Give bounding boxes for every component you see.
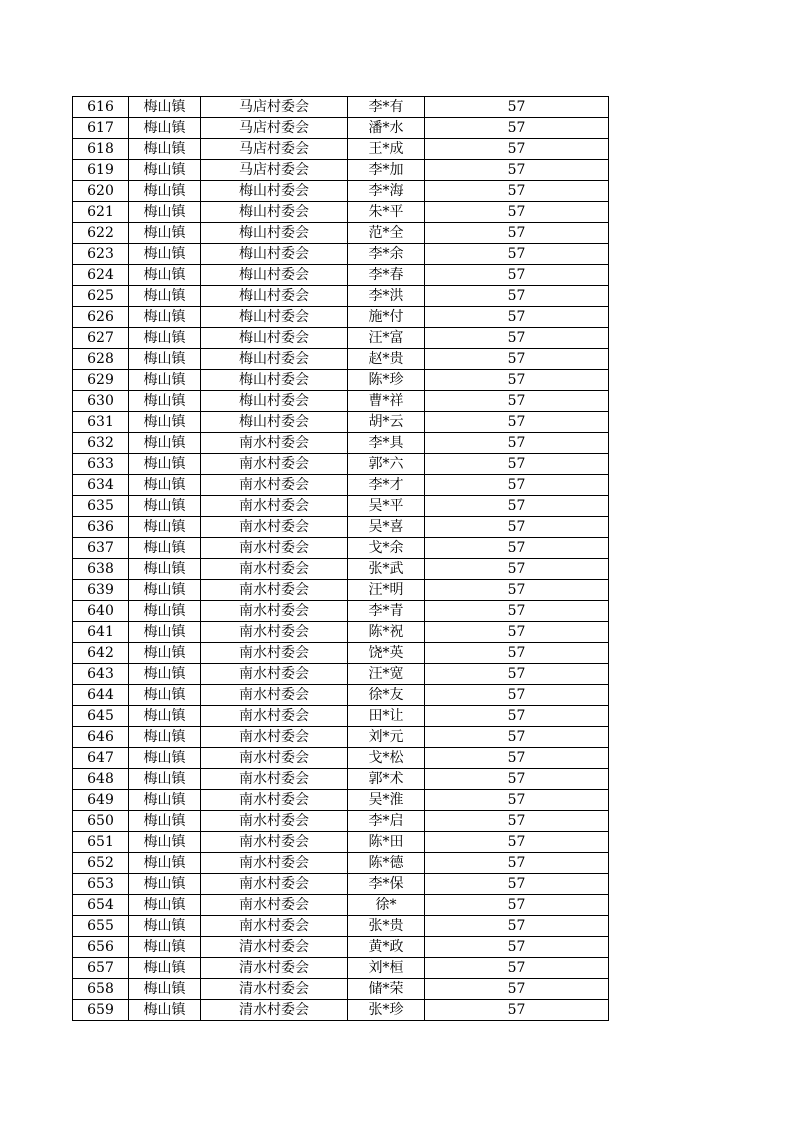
value-cell: 57 [425, 664, 609, 685]
table-row [73, 895, 609, 916]
person-name-cell: 李*有 [348, 97, 425, 118]
village-cell: 南水村委会 [201, 685, 348, 706]
table-body [73, 97, 609, 1021]
person-name-cell: 李*具 [348, 433, 425, 454]
table-row [73, 937, 609, 958]
person-name-cell: 储*荣 [348, 979, 425, 1000]
person-name-cell: 胡*云 [348, 412, 425, 433]
village-cell: 南水村委会 [201, 580, 348, 601]
table-row [73, 685, 609, 706]
person-name-cell: 李*春 [348, 265, 425, 286]
village-cell: 梅山村委会 [201, 223, 348, 244]
town-cell: 梅山镇 [129, 622, 201, 643]
person-name-cell: 李*才 [348, 475, 425, 496]
row-number-cell: 637 [73, 538, 129, 559]
person-name-cell: 吴*平 [348, 496, 425, 517]
value-cell: 57 [425, 538, 609, 559]
village-cell: 马店村委会 [201, 118, 348, 139]
town-cell: 梅山镇 [129, 181, 201, 202]
row-number-cell: 632 [73, 433, 129, 454]
row-number-cell: 624 [73, 265, 129, 286]
table-row [73, 265, 609, 286]
table-row [73, 601, 609, 622]
person-name-cell: 吴*喜 [348, 517, 425, 538]
row-number-cell: 653 [73, 874, 129, 895]
table-row [73, 244, 609, 265]
person-name-cell: 吴*淮 [348, 790, 425, 811]
village-cell: 马店村委会 [201, 139, 348, 160]
table-row [73, 475, 609, 496]
town-cell: 梅山镇 [129, 790, 201, 811]
town-cell: 梅山镇 [129, 685, 201, 706]
person-name-cell: 郭*术 [348, 769, 425, 790]
table-row [73, 1000, 609, 1021]
table-row [73, 160, 609, 181]
town-cell: 梅山镇 [129, 370, 201, 391]
table-row [73, 916, 609, 937]
table-row [73, 874, 609, 895]
person-name-cell: 陈*德 [348, 853, 425, 874]
table-row [73, 853, 609, 874]
village-cell: 梅山村委会 [201, 244, 348, 265]
village-cell: 梅山村委会 [201, 307, 348, 328]
village-cell: 清水村委会 [201, 958, 348, 979]
village-cell: 南水村委会 [201, 559, 348, 580]
value-cell: 57 [425, 118, 609, 139]
town-cell: 梅山镇 [129, 727, 201, 748]
value-cell: 57 [425, 1000, 609, 1021]
village-cell: 马店村委会 [201, 97, 348, 118]
value-cell: 57 [425, 559, 609, 580]
table-row [73, 328, 609, 349]
person-name-cell: 郭*六 [348, 454, 425, 475]
table-row [73, 496, 609, 517]
row-number-cell: 616 [73, 97, 129, 118]
table-row [73, 307, 609, 328]
table-row [73, 559, 609, 580]
town-cell: 梅山镇 [129, 811, 201, 832]
row-number-cell: 659 [73, 1000, 129, 1021]
row-number-cell: 640 [73, 601, 129, 622]
value-cell: 57 [425, 496, 609, 517]
person-name-cell: 李*加 [348, 160, 425, 181]
person-name-cell: 戈*松 [348, 748, 425, 769]
row-number-cell: 645 [73, 706, 129, 727]
value-cell: 57 [425, 349, 609, 370]
row-number-cell: 652 [73, 853, 129, 874]
village-cell: 南水村委会 [201, 832, 348, 853]
town-cell: 梅山镇 [129, 328, 201, 349]
value-cell: 57 [425, 307, 609, 328]
village-cell: 清水村委会 [201, 1000, 348, 1021]
value-cell: 57 [425, 139, 609, 160]
person-name-cell: 戈*余 [348, 538, 425, 559]
person-name-cell: 李*海 [348, 181, 425, 202]
village-cell: 南水村委会 [201, 853, 348, 874]
row-number-cell: 617 [73, 118, 129, 139]
village-cell: 南水村委会 [201, 916, 348, 937]
village-cell: 马店村委会 [201, 160, 348, 181]
value-cell: 57 [425, 181, 609, 202]
village-cell: 南水村委会 [201, 664, 348, 685]
value-cell: 57 [425, 832, 609, 853]
value-cell: 57 [425, 790, 609, 811]
table-row [73, 643, 609, 664]
town-cell: 梅山镇 [129, 958, 201, 979]
row-number-cell: 618 [73, 139, 129, 160]
village-cell: 南水村委会 [201, 727, 348, 748]
table-row [73, 391, 609, 412]
person-name-cell: 王*成 [348, 139, 425, 160]
row-number-cell: 656 [73, 937, 129, 958]
row-number-cell: 625 [73, 286, 129, 307]
town-cell: 梅山镇 [129, 538, 201, 559]
row-number-cell: 658 [73, 979, 129, 1000]
town-cell: 梅山镇 [129, 454, 201, 475]
row-number-cell: 641 [73, 622, 129, 643]
town-cell: 梅山镇 [129, 664, 201, 685]
town-cell: 梅山镇 [129, 769, 201, 790]
person-name-cell: 陈*祝 [348, 622, 425, 643]
person-name-cell: 刘*桓 [348, 958, 425, 979]
table-row [73, 97, 609, 118]
row-number-cell: 642 [73, 643, 129, 664]
town-cell: 梅山镇 [129, 916, 201, 937]
village-cell: 梅山村委会 [201, 412, 348, 433]
value-cell: 57 [425, 874, 609, 895]
person-name-cell: 黄*政 [348, 937, 425, 958]
town-cell: 梅山镇 [129, 118, 201, 139]
village-cell: 南水村委会 [201, 475, 348, 496]
person-name-cell: 汪*富 [348, 328, 425, 349]
table-row [73, 370, 609, 391]
village-cell: 南水村委会 [201, 706, 348, 727]
value-cell: 57 [425, 727, 609, 748]
row-number-cell: 628 [73, 349, 129, 370]
row-number-cell: 626 [73, 307, 129, 328]
value-cell: 57 [425, 412, 609, 433]
village-cell: 南水村委会 [201, 895, 348, 916]
town-cell: 梅山镇 [129, 580, 201, 601]
value-cell: 57 [425, 685, 609, 706]
value-cell: 57 [425, 769, 609, 790]
row-number-cell: 636 [73, 517, 129, 538]
value-cell: 57 [425, 601, 609, 622]
village-cell: 南水村委会 [201, 601, 348, 622]
town-cell: 梅山镇 [129, 874, 201, 895]
row-number-cell: 644 [73, 685, 129, 706]
table-row [73, 790, 609, 811]
table-row [73, 538, 609, 559]
village-cell: 梅山村委会 [201, 286, 348, 307]
value-cell: 57 [425, 370, 609, 391]
table-row [73, 580, 609, 601]
town-cell: 梅山镇 [129, 979, 201, 1000]
row-number-cell: 651 [73, 832, 129, 853]
person-name-cell: 李*青 [348, 601, 425, 622]
person-name-cell: 潘*水 [348, 118, 425, 139]
table-row [73, 433, 609, 454]
row-number-cell: 631 [73, 412, 129, 433]
table-row [73, 748, 609, 769]
town-cell: 梅山镇 [129, 895, 201, 916]
row-number-cell: 621 [73, 202, 129, 223]
value-cell: 57 [425, 475, 609, 496]
value-cell: 57 [425, 580, 609, 601]
town-cell: 梅山镇 [129, 748, 201, 769]
value-cell: 57 [425, 958, 609, 979]
row-number-cell: 647 [73, 748, 129, 769]
value-cell: 57 [425, 160, 609, 181]
person-name-cell: 饶*英 [348, 643, 425, 664]
town-cell: 梅山镇 [129, 601, 201, 622]
value-cell: 57 [425, 286, 609, 307]
person-name-cell: 李*保 [348, 874, 425, 895]
value-cell: 57 [425, 391, 609, 412]
person-name-cell: 汪*宽 [348, 664, 425, 685]
town-cell: 梅山镇 [129, 643, 201, 664]
value-cell: 57 [425, 517, 609, 538]
row-number-cell: 634 [73, 475, 129, 496]
value-cell: 57 [425, 223, 609, 244]
row-number-cell: 635 [73, 496, 129, 517]
value-cell: 57 [425, 328, 609, 349]
value-cell: 57 [425, 244, 609, 265]
row-number-cell: 639 [73, 580, 129, 601]
table-row [73, 181, 609, 202]
person-name-cell: 田*让 [348, 706, 425, 727]
value-cell: 57 [425, 979, 609, 1000]
village-cell: 梅山村委会 [201, 370, 348, 391]
value-cell: 57 [425, 895, 609, 916]
person-name-cell: 刘*元 [348, 727, 425, 748]
data-table [72, 96, 609, 1021]
value-cell: 57 [425, 97, 609, 118]
village-cell: 梅山村委会 [201, 349, 348, 370]
village-cell: 南水村委会 [201, 538, 348, 559]
value-cell: 57 [425, 265, 609, 286]
village-cell: 南水村委会 [201, 790, 348, 811]
town-cell: 梅山镇 [129, 433, 201, 454]
row-number-cell: 650 [73, 811, 129, 832]
person-name-cell: 李*余 [348, 244, 425, 265]
town-cell: 梅山镇 [129, 97, 201, 118]
row-number-cell: 648 [73, 769, 129, 790]
person-name-cell: 曹*祥 [348, 391, 425, 412]
town-cell: 梅山镇 [129, 853, 201, 874]
village-cell: 南水村委会 [201, 811, 348, 832]
row-number-cell: 619 [73, 160, 129, 181]
village-cell: 南水村委会 [201, 769, 348, 790]
town-cell: 梅山镇 [129, 160, 201, 181]
town-cell: 梅山镇 [129, 139, 201, 160]
person-name-cell: 陈*田 [348, 832, 425, 853]
village-cell: 清水村委会 [201, 979, 348, 1000]
town-cell: 梅山镇 [129, 475, 201, 496]
person-name-cell: 李*洪 [348, 286, 425, 307]
value-cell: 57 [425, 202, 609, 223]
town-cell: 梅山镇 [129, 202, 201, 223]
town-cell: 梅山镇 [129, 391, 201, 412]
value-cell: 57 [425, 433, 609, 454]
village-cell: 南水村委会 [201, 748, 348, 769]
table-row [73, 517, 609, 538]
person-name-cell: 张*武 [348, 559, 425, 580]
table-row [73, 139, 609, 160]
village-cell: 梅山村委会 [201, 265, 348, 286]
person-name-cell: 朱*平 [348, 202, 425, 223]
town-cell: 梅山镇 [129, 286, 201, 307]
village-cell: 南水村委会 [201, 874, 348, 895]
value-cell: 57 [425, 937, 609, 958]
value-cell: 57 [425, 622, 609, 643]
village-cell: 梅山村委会 [201, 181, 348, 202]
table-row [73, 286, 609, 307]
village-cell: 南水村委会 [201, 496, 348, 517]
table-row [73, 769, 609, 790]
row-number-cell: 638 [73, 559, 129, 580]
table-row [73, 664, 609, 685]
table-row [73, 706, 609, 727]
table-row [73, 202, 609, 223]
row-number-cell: 629 [73, 370, 129, 391]
person-name-cell: 赵*贵 [348, 349, 425, 370]
row-number-cell: 620 [73, 181, 129, 202]
table-row [73, 622, 609, 643]
person-name-cell: 范*全 [348, 223, 425, 244]
table-row [73, 811, 609, 832]
village-cell: 南水村委会 [201, 643, 348, 664]
table-row [73, 979, 609, 1000]
row-number-cell: 630 [73, 391, 129, 412]
row-number-cell: 623 [73, 244, 129, 265]
row-number-cell: 633 [73, 454, 129, 475]
town-cell: 梅山镇 [129, 517, 201, 538]
person-name-cell: 张*贵 [348, 916, 425, 937]
table-row [73, 412, 609, 433]
value-cell: 57 [425, 811, 609, 832]
table-row [73, 727, 609, 748]
village-cell: 梅山村委会 [201, 202, 348, 223]
village-cell: 南水村委会 [201, 433, 348, 454]
table-row [73, 349, 609, 370]
person-name-cell: 徐*友 [348, 685, 425, 706]
row-number-cell: 649 [73, 790, 129, 811]
row-number-cell: 622 [73, 223, 129, 244]
person-name-cell: 汪*明 [348, 580, 425, 601]
village-cell: 梅山村委会 [201, 328, 348, 349]
row-number-cell: 646 [73, 727, 129, 748]
table-row [73, 958, 609, 979]
table-row [73, 454, 609, 475]
village-cell: 清水村委会 [201, 937, 348, 958]
row-number-cell: 655 [73, 916, 129, 937]
village-cell: 梅山村委会 [201, 391, 348, 412]
value-cell: 57 [425, 454, 609, 475]
village-cell: 南水村委会 [201, 454, 348, 475]
village-cell: 南水村委会 [201, 517, 348, 538]
town-cell: 梅山镇 [129, 706, 201, 727]
row-number-cell: 627 [73, 328, 129, 349]
person-name-cell: 施*付 [348, 307, 425, 328]
town-cell: 梅山镇 [129, 265, 201, 286]
town-cell: 梅山镇 [129, 832, 201, 853]
town-cell: 梅山镇 [129, 223, 201, 244]
town-cell: 梅山镇 [129, 412, 201, 433]
town-cell: 梅山镇 [129, 559, 201, 580]
row-number-cell: 654 [73, 895, 129, 916]
person-name-cell: 李*启 [348, 811, 425, 832]
town-cell: 梅山镇 [129, 244, 201, 265]
town-cell: 梅山镇 [129, 307, 201, 328]
value-cell: 57 [425, 916, 609, 937]
table-row [73, 832, 609, 853]
town-cell: 梅山镇 [129, 937, 201, 958]
village-cell: 南水村委会 [201, 622, 348, 643]
person-name-cell: 徐* [348, 895, 425, 916]
row-number-cell: 643 [73, 664, 129, 685]
value-cell: 57 [425, 853, 609, 874]
town-cell: 梅山镇 [129, 1000, 201, 1021]
person-name-cell: 陈*珍 [348, 370, 425, 391]
row-number-cell: 657 [73, 958, 129, 979]
value-cell: 57 [425, 643, 609, 664]
table-row [73, 223, 609, 244]
value-cell: 57 [425, 748, 609, 769]
town-cell: 梅山镇 [129, 496, 201, 517]
person-name-cell: 张*珍 [348, 1000, 425, 1021]
town-cell: 梅山镇 [129, 349, 201, 370]
value-cell: 57 [425, 706, 609, 727]
table-row [73, 118, 609, 139]
